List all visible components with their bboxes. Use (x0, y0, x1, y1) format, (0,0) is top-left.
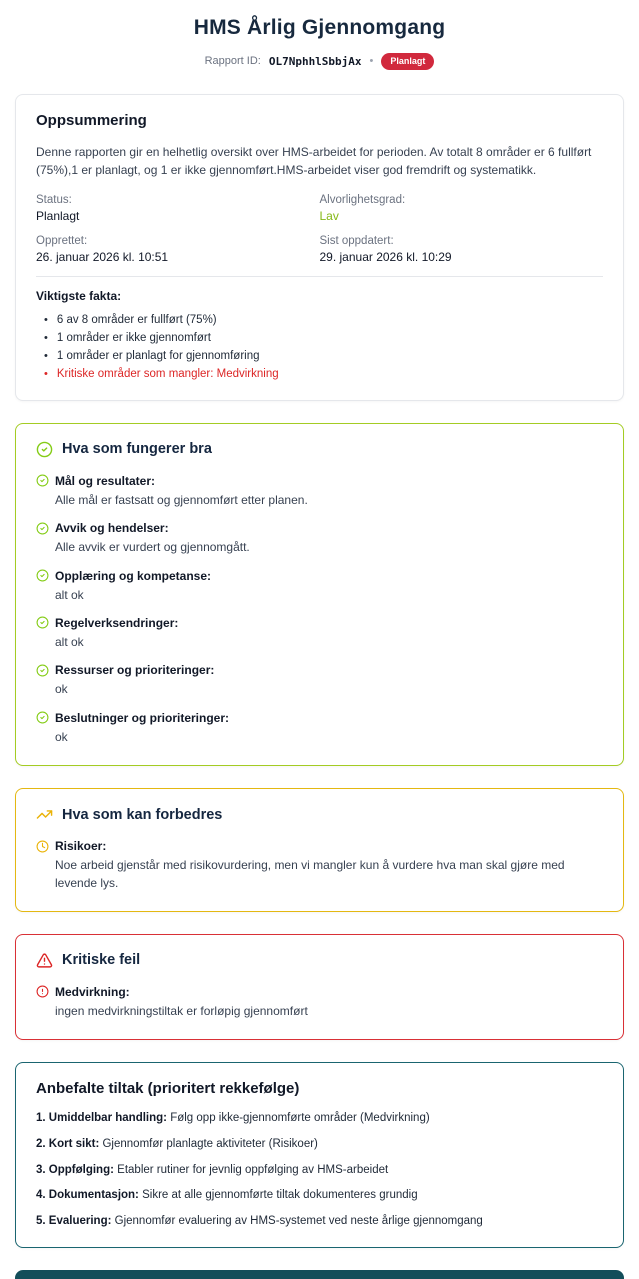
recommendations-list (36, 1110, 603, 1229)
recommendation-label: Kort sikt: (48, 1137, 100, 1150)
category-item-head (36, 711, 603, 725)
category-item-head (36, 985, 603, 999)
field-value: 29. januar 2026 kl. 10:29 (319, 249, 452, 264)
category-item (36, 839, 603, 892)
category-item (36, 711, 603, 746)
page-title: HMS Årlig Gjennomgang (193, 16, 446, 39)
improvements-header (36, 806, 603, 823)
circle-check-icon (36, 474, 49, 487)
field-label: Alvorlighetsgrad: (319, 193, 406, 206)
alert-circle-icon (36, 985, 49, 998)
recommendations-title: Anbefalte tiltak (prioritert rekkefølge) (36, 1080, 300, 1098)
footer-bar (15, 1270, 624, 1279)
recommendation-text: Etabler rutiner for jevnlig oppfølging av HMS-arbeidet (117, 1163, 389, 1176)
working-well-title: Hva som fungerer bra (62, 441, 212, 458)
recommendation-number: 1. (36, 1112, 46, 1125)
circle-check-icon (36, 441, 53, 458)
working-well-header (36, 441, 603, 458)
category-item-head (36, 663, 603, 677)
bullet-dot: • (44, 349, 48, 362)
fact-text: 1 områder er planlagt for gjennomføring (56, 349, 260, 362)
summary-card (15, 94, 624, 401)
category-label: Mål og resultater: (55, 473, 156, 488)
category-text: Alle mål er fastsatt og gjennomført etter planen. (55, 492, 308, 507)
field-label: Status: (36, 193, 72, 206)
circle-check-icon (36, 522, 49, 535)
facts-list (36, 311, 603, 383)
field-created (36, 235, 320, 264)
category-item (36, 616, 603, 651)
fact-item (36, 311, 603, 329)
recommendation-item (36, 1162, 603, 1179)
category-text: ok (55, 682, 68, 697)
field-updated (320, 235, 604, 264)
fact-text: Kritiske områder som mangler: Medvirkning (56, 367, 279, 380)
critical-header (36, 952, 603, 969)
recommendation-label: Dokumentasjon: (48, 1189, 139, 1202)
bullet-dot: • (44, 313, 48, 326)
circle-check-icon (36, 616, 49, 629)
category-item-head (36, 616, 603, 630)
field-value: 26. januar 2026 kl. 10:51 (36, 249, 169, 264)
report-id-value: OL7NphhlSbbjAx (268, 54, 362, 68)
separator-dot: • (369, 55, 374, 68)
bullet-dot: • (44, 367, 48, 380)
fact-item-critical (36, 365, 603, 383)
category-text: ingen medvirkningstiltak er forløpig gjennomført (55, 1003, 308, 1018)
circle-check-icon (36, 569, 49, 582)
status-badge: Planlagt (381, 53, 434, 70)
recommendation-text: Gjennomfør evaluering av HMS-systemet ved neste årlige gjennomgang (114, 1215, 483, 1227)
recommendation-label: Umiddelbar handling: (48, 1112, 167, 1125)
recommendation-item (36, 1110, 603, 1127)
category-item (36, 985, 603, 1020)
recommendation-label: Oppfølging: (48, 1163, 114, 1176)
improvements-title: Hva som kan forbedres (62, 806, 223, 823)
category-text: ok (55, 729, 68, 744)
category-label: Risikoer: (55, 839, 107, 854)
clock-icon (36, 840, 49, 853)
recommendation-number: 3. (36, 1163, 46, 1176)
category-item (36, 663, 603, 698)
recommendation-text: Sikre at alle gjennomførte tiltak dokumenteres grundig (142, 1189, 418, 1202)
field-severity (320, 194, 604, 223)
recommendation-item (36, 1213, 603, 1230)
recommendation-text: Følg opp ikke-gjennomførte områder (Medvirkning) (170, 1112, 430, 1125)
field-value: Planlagt (36, 208, 80, 223)
category-item (36, 569, 603, 604)
divider (36, 276, 603, 277)
category-item-head (36, 839, 603, 853)
category-label: Opplæring og kompetanse: (55, 568, 212, 583)
bullet-dot: • (44, 331, 48, 344)
critical-title: Kritiske feil (62, 952, 141, 969)
working-well-card (15, 423, 624, 766)
recommendation-number: 5. (36, 1215, 46, 1227)
report-id-label: Rapport ID: (204, 55, 261, 68)
category-label: Medvirkning: (55, 984, 130, 999)
field-status (36, 194, 320, 223)
category-label: Ressurser og prioriteringer: (55, 663, 215, 678)
recommendation-item (36, 1136, 603, 1153)
summary-field-grid (36, 194, 603, 264)
category-label: Beslutninger og prioriteringer: (55, 710, 230, 725)
report-meta (15, 53, 624, 70)
fact-item (36, 347, 603, 365)
fact-text: 1 områder er ikke gjennomført (56, 331, 211, 344)
fact-item (36, 329, 603, 347)
field-value-severity: Lav (319, 208, 339, 223)
trending-up-icon (36, 806, 53, 823)
category-item-head (36, 569, 603, 583)
category-label: Avvik og hendelser: (55, 521, 169, 536)
field-label: Opprettet: (36, 234, 88, 247)
category-label: Regelverksendringer: (55, 615, 179, 630)
circle-check-icon (36, 711, 49, 724)
category-item (36, 474, 603, 509)
category-text: alt ok (55, 587, 84, 602)
circle-check-icon (36, 664, 49, 677)
category-item-head (36, 474, 603, 488)
category-item (36, 521, 603, 556)
critical-card (15, 934, 624, 1040)
summary-title: Oppsummering (36, 111, 147, 129)
fact-text: 6 av 8 områder er fullført (75%) (56, 313, 217, 326)
recommendation-item (36, 1187, 603, 1204)
summary-description: Denne rapporten gir en helhetlig oversikt over HMS-arbeidet for perioden. Av totalt 8 områder er 6 fullført (75%),1 er planlagt, og 1 er ikke gjennomført.HMS-arbeidet viser god fremdrift og systematikk. (36, 144, 592, 177)
category-text: alt ok (55, 634, 84, 649)
facts-title: Viktigste fakta: (36, 288, 122, 303)
field-label: Sist oppdatert: (319, 234, 394, 247)
recommendations-card (15, 1062, 624, 1247)
improvements-card (15, 788, 624, 912)
recommendation-text: Gjennomfør planlagte aktiviteter (Risikoer) (102, 1137, 318, 1150)
alert-triangle-icon (36, 952, 53, 969)
recommendation-number: 2. (36, 1137, 46, 1150)
category-text: Noe arbeid gjenstår med risikovurdering, men vi mangler kun å vurdere hva man skal gjøre med levende lys. (55, 858, 565, 890)
category-item-head (36, 521, 603, 535)
recommendation-label: Evaluering: (48, 1215, 112, 1227)
category-text: Alle avvik er vurdert og gjennomgått. (55, 540, 250, 555)
recommendation-number: 4. (36, 1189, 46, 1202)
